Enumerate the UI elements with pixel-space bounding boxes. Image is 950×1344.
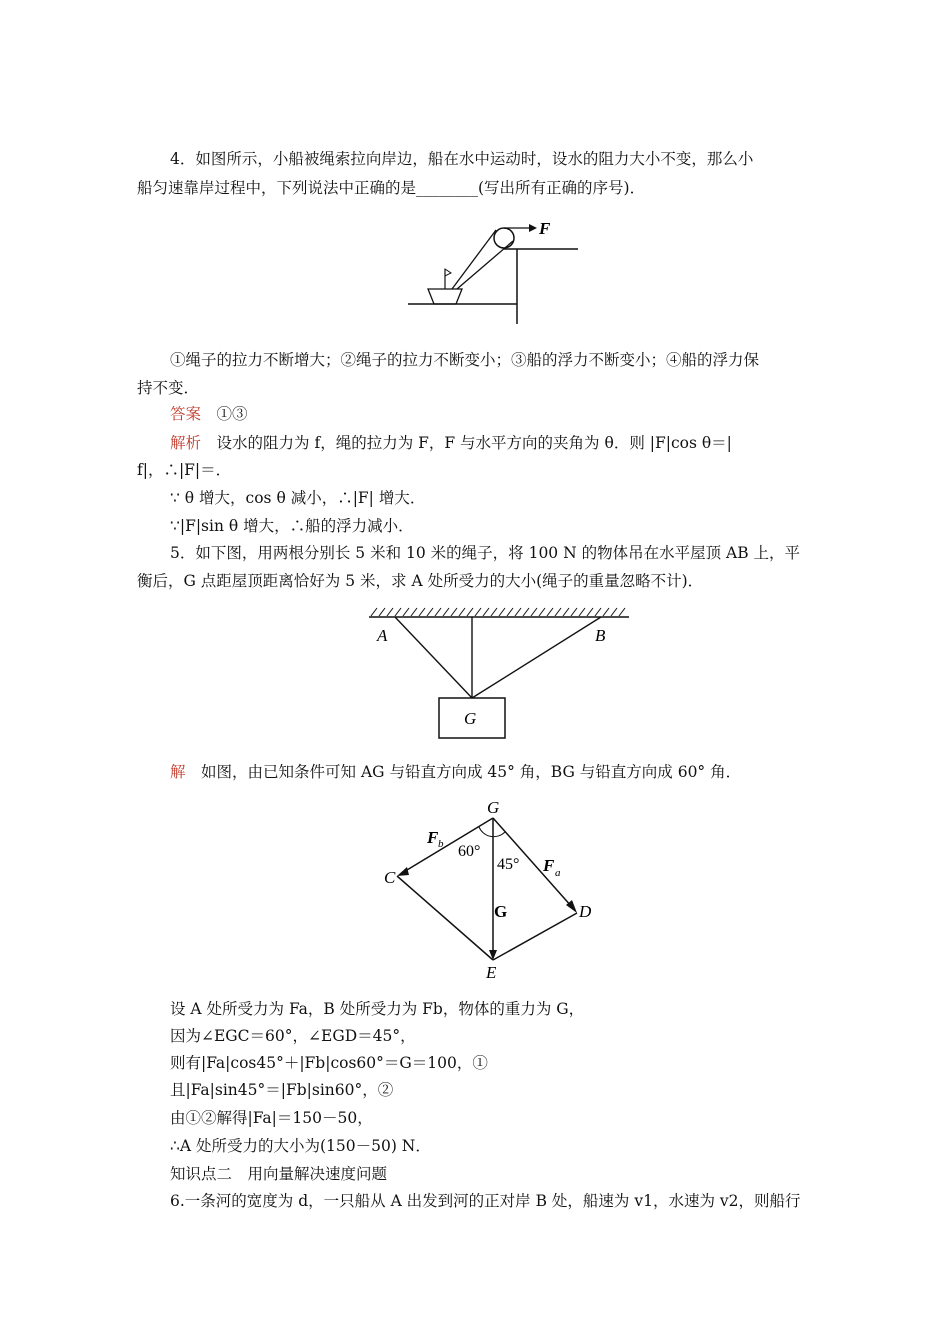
q5-line-1: 5．如下图，用两根分别长 5 米和 10 米的绳子，将 100 N 的物体吊在水平屋顶 AB 上，平: [170, 544, 801, 562]
q6-line-1: 6.一条河的宽度为 d，一只船从 A 出发到河的正对岸 B 处，船速为 v1，水速为 v2，则船行: [170, 1192, 801, 1210]
q4-analysis-line-4: ∵|F|sin θ 增大，∴船的浮力减小．: [170, 517, 414, 535]
segment-CE: [397, 876, 493, 960]
boat-flag: [445, 269, 451, 276]
q5-line-2: 衡后，G 点距屋顶距离恰好为 5 米，求 A 处所受力的大小(绳子的重量忽略不计)．: [137, 572, 704, 590]
analysis-label: 解析: [170, 434, 202, 452]
q5-step-1: 设 A 处所受力为 Fa，B 处所受力为 Fb，物体的重力为 G，: [170, 1000, 585, 1018]
angle-arc: [479, 827, 505, 837]
q5-solution-line: [170, 762, 741, 782]
section-heading: 知识点二 用向量解决速度问题: [170, 1165, 388, 1183]
q5-step-2: 因为∠EGC＝60°，∠EGD＝45°，: [170, 1027, 416, 1045]
boat-pulley-figure: [392, 205, 592, 340]
angle-45-label: 45°: [497, 856, 520, 873]
angle-60-label: 60°: [458, 843, 481, 860]
analysis-text: 设水的阻力为 f，绳的拉力为 F，F 与水平方向的夹角为 θ．则 |F|cos θ＝|: [216, 434, 732, 452]
q4-analysis-line-1: [170, 433, 732, 453]
label-D: D: [579, 902, 592, 921]
rope-AG: [395, 617, 472, 698]
q5-step-6: ∴A 处所受力的大小为(150－50) N．: [170, 1137, 431, 1155]
label-B: B: [595, 626, 606, 645]
vector-GC-head: [397, 867, 409, 876]
ceiling-hatch: [371, 608, 625, 616]
q4-answer: [170, 404, 248, 424]
label-E: E: [486, 963, 497, 982]
q5-step-5: 由①②解得|Fa|＝150－50，: [170, 1109, 373, 1127]
pulley-circle: [494, 228, 514, 248]
force-vector-figure: [372, 797, 612, 987]
solution-label: 解: [170, 763, 186, 781]
hanging-weight-figure: [365, 604, 633, 756]
label-Fa: F: [543, 856, 555, 875]
q4-analysis-line-2: f|，∴|F|＝．: [137, 461, 232, 479]
q5-step-3: 则有|Fa|cos45°＋|Fb|cos60°＝G＝100，①: [170, 1054, 488, 1072]
answer-value: ①③: [216, 405, 248, 423]
solution-text: 如图，由已知条件可知 AG 与铅直方向成 45° 角，BG 与铅直方向成 60° 角．: [201, 763, 742, 781]
force-label-F: F: [539, 219, 551, 238]
rope-line: [452, 230, 496, 289]
label-G: G: [464, 709, 477, 728]
q4-line-2: 船匀速靠岸过程中，下列说法中正确的是________(写出所有正确的序号)．: [137, 179, 646, 197]
boat-hull: [428, 289, 462, 304]
pull-arrow-head: [529, 224, 537, 232]
label-G-top: G: [487, 798, 500, 817]
rope-line: [457, 241, 513, 289]
label-Fa-subscript: a: [555, 867, 561, 879]
q4-line-1: 4．如图所示，小船被绳索拉向岸边，船在水中运动时，设水的阻力大小不变，那么小: [170, 150, 754, 168]
label-C: C: [384, 868, 396, 887]
label-A: A: [377, 626, 388, 645]
rope-BG: [472, 617, 601, 698]
q4-options-line-1: ①绳子的拉力不断增大；②绳子的拉力不断变小；③船的浮力不断变小；④船的浮力保: [170, 351, 760, 369]
label-Fb: F: [427, 828, 439, 847]
answer-label: 答案: [170, 405, 202, 423]
q5-step-4: 且|Fa|sin45°＝|Fb|sin60°，②: [170, 1081, 394, 1099]
q4-options-line-2: 持不变．: [137, 379, 200, 397]
q4-analysis-line-3: ∵ θ 增大，cos θ 减小，∴|F| 增大．: [170, 489, 426, 507]
label-weight-G: G: [494, 902, 508, 921]
label-Fb-subscript: b: [438, 838, 444, 850]
